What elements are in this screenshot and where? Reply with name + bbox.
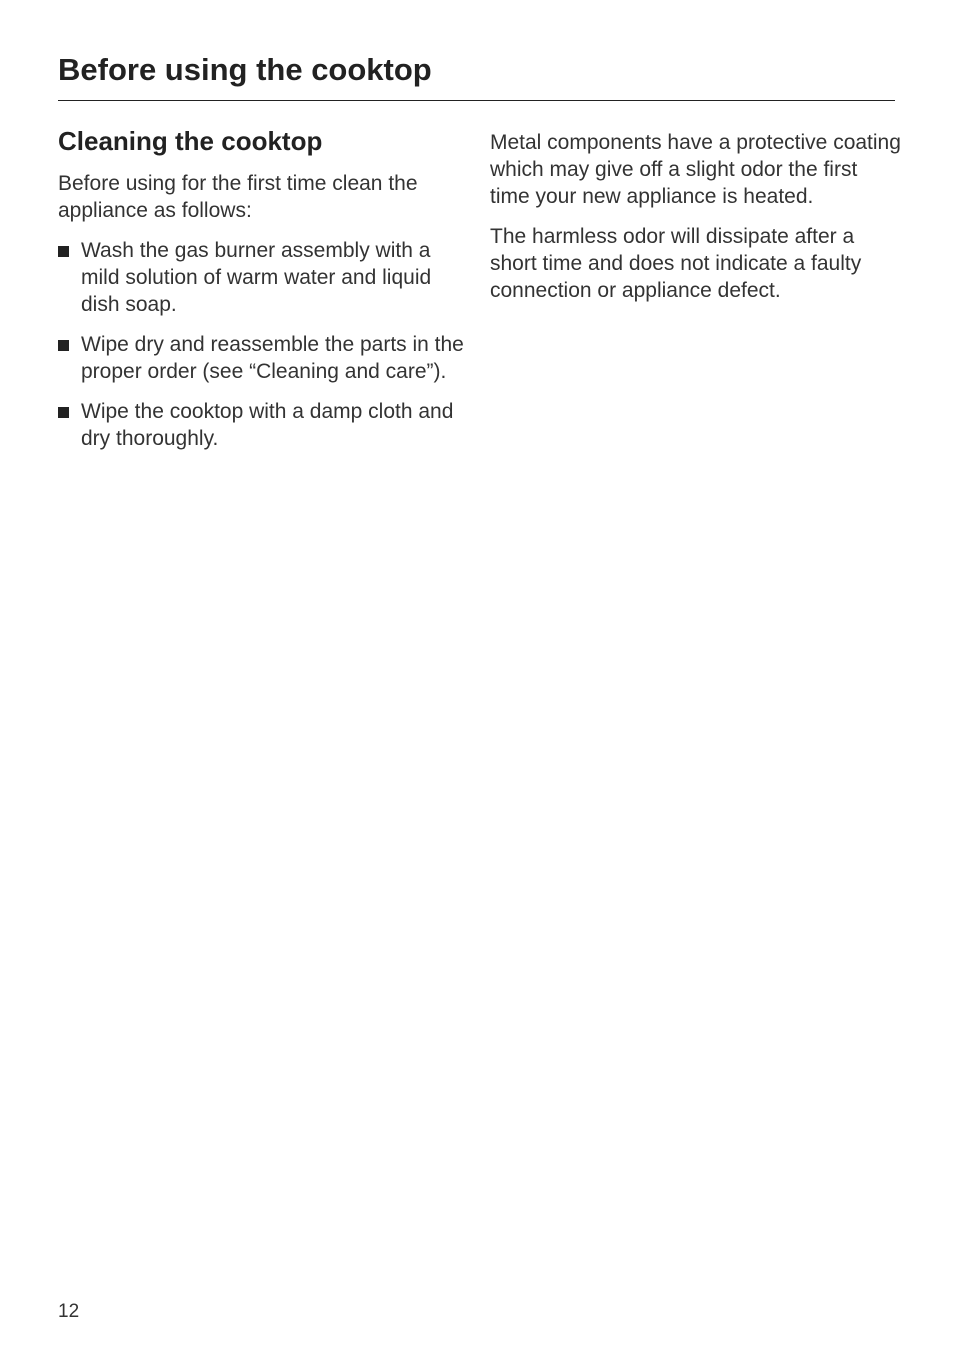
odor-dissipate-paragraph: The harmless odor will dissipate after a short time and does not indicate a faulty connection or appliance defect.: [490, 225, 862, 302]
section-heading: Cleaning the cooktop: [58, 126, 323, 156]
page-number: 12: [58, 1301, 80, 1322]
list-item-text: Wash the gas burner assembly with a mild solution of warm water and liquid dish soap.: [81, 239, 432, 316]
square-bullet-icon: [58, 407, 69, 418]
intro-paragraph: Before using for the first time clean the appliance as follows:: [58, 172, 418, 222]
page-title: Before using the cooktop: [58, 52, 432, 87]
square-bullet-icon: [58, 340, 69, 351]
odor-coating-paragraph: Metal components have a protective coating which may give off a slight odor the first time your new appliance is heated.: [490, 131, 901, 208]
list-item: [58, 398, 468, 452]
list-item: [58, 237, 468, 318]
list-item-text: Wipe the cooktop with a damp cloth and dry thoroughly.: [81, 400, 454, 450]
list-item-text: Wipe dry and reassemble the parts in the proper order (see “Cleaning and care”).: [81, 333, 464, 383]
page-header: [58, 50, 895, 101]
list-item: [58, 331, 468, 385]
cleaning-steps-list: [58, 237, 468, 452]
left-column: [58, 124, 468, 465]
right-column: [490, 129, 902, 317]
square-bullet-icon: [58, 246, 69, 257]
